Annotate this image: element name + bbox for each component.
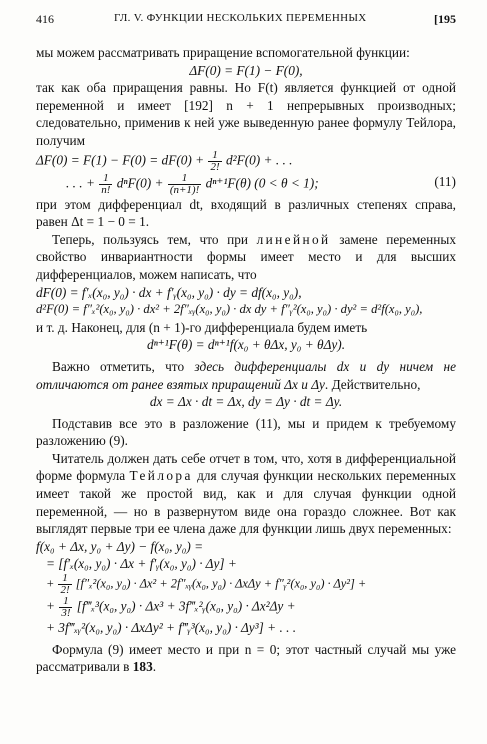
equation-dx-dy: dx = Δx · dt = Δx, dy = Δy · dt = Δy. [149,394,343,410]
paragraph-4: Теперь, пользуясь тем, что при линейной замене переменных свойство инвариантности формы имеет место и для высших дифференциалов, можем написать, что [36,231,456,282]
equation-second-differential: d²F(0) = f″ₓ²(x₀, y₀) · dx² + 2f″ₓᵧ(x₀, y₀) · dx dy + f″ᵧ²(x₀, y₀) · dy² = d²f(x₀, y₀), [36,302,423,317]
fraction: $\frac{1}{3!}$ [61,595,71,620]
equation-expansion-term-2: + $\frac{1}{2!}$ [f″ₓ²(x₀, y₀) · Δx² + 2f″ₓᵧ(x₀, y₀) · ΔxΔy + f″ᵧ²(x₀, y₀) · Δy²] + [46,572,367,597]
paragraph-9: Формула (9) имеет место и при n = 0; этот частный случай мы уже рассматривали в 183. [36,641,456,675]
equation-number: (11) [434,173,456,189]
fraction: $\frac{1}{2!}$ [60,572,70,597]
equation-first-differential: dF(0) = f′ₓ(x₀, y₀) · dx + f′ᵧ(x₀, y₀) · dy = df(x₀, y₀), [36,284,302,300]
paragraph-6: Важно отметить, что здесь дифференциалы dx и dy ничем не отличаются от ранее взятых приращений Δx и Δy. Действительно, [36,358,456,392]
equation-expansion-term-3: + $\frac{1}{3!}$ [f‴ₓ³(x₀, y₀) · Δx³ + 3f‴ₓ²ᵧ(x₀, y₀) · Δx²Δy + [46,595,296,620]
equation-nth-differential: dⁿ⁺¹F(θ) = dⁿ⁺¹f(x₀ + θΔx, y₀ + θΔy). [146,337,346,353]
fraction: $\frac{1}{n!}$ [101,171,111,196]
equation-taylor-line-2: . . . + $\frac{1}{n!}$ dⁿF(0) + $\frac{1}{(n+1)!}$ dⁿ⁺¹F(θ) (0 < θ < 1); (11) [66,171,456,196]
page-body [36,44,456,676]
equation-expansion-lhs: f(x₀ + Δx, y₀ + Δy) − f(x₀, y₀) = [36,538,204,554]
paragraph-2: так как оба приращения равны. Но F(t) является функцией от одной переменной и имеет [192] n + 1 непрерывных производных; следовательно, применив к ней уже выведенную ранее формулу Тейлора, получим [36,80,456,148]
paragraph-5: и т. д. Наконец, для (n + 1)-го дифференциала будем иметь [36,319,368,335]
fraction: $\frac{1}{2!}$ [210,148,220,173]
section-number: [195 [434,12,456,26]
running-title: ГЛ. V. ФУНКЦИИ НЕСКОЛЬКИХ ПЕРЕМЕННЫХ [114,12,367,24]
page-number: 416 [36,12,54,26]
paragraph-1: мы можем рассматривать приращение вспомогательной функции: [36,45,410,60]
paragraph-7: Подставив все это в разложение (11), мы и придем к требуемому разложению (9). [36,415,456,449]
equation-taylor-line-1: ΔF(0) = F(1) − F(0) = dF(0) + $\frac{1}{2!}$ d²F(0) + . . . [36,148,293,173]
paragraph-8: Читатель должен дать себе отчет в том, что, хотя в дифференциальной форме формула Тейлора для случая функции нескольких переменных имеет такой же простой вид, как и для случая функции одной переменной, — но в развернутом виде она гораздо сложнее. Вот как выглядят первые три ее члена даже для функции лишь двух переменных: [36,450,456,537]
equation-expansion-term-3-cont: + 3f‴ₓᵧ²(x₀, y₀) · ΔxΔy² + f‴ᵧ³(x₀, y₀) · Δy³] + . . . [46,620,297,636]
equation-expansion-term-1: = [f′ₓ(x₀, y₀) · Δx + f′ᵧ(x₀, y₀) · Δy] + [46,556,237,572]
equation-increment: ΔF(0) = F(1) − F(0), [189,62,303,78]
paragraph-3: при этом дифференциал dt, входящий в различных степенях справа, равен Δt = 1 − 0 = 1. [36,196,456,230]
fraction: $\frac{1}{(n+1)!}$ [169,171,200,196]
